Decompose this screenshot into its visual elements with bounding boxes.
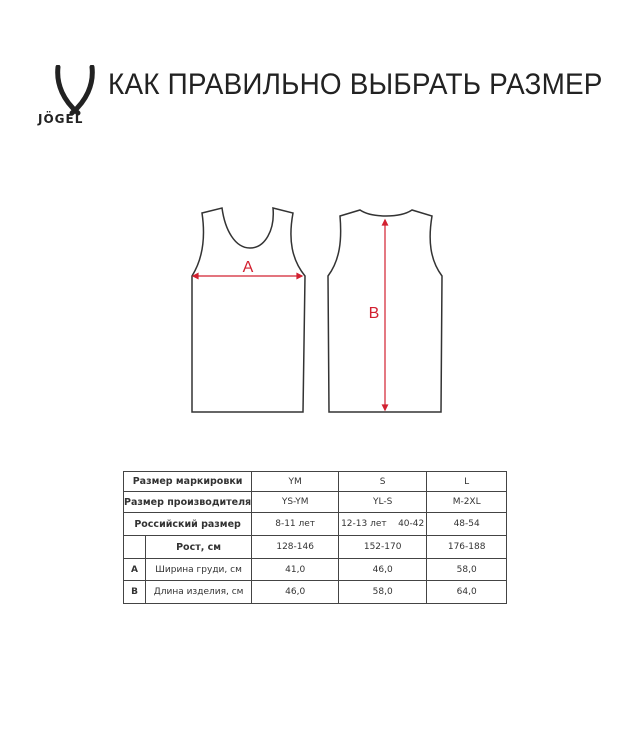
table-row: Размер производителя YS-YM YL-S M-2XL [124, 492, 507, 513]
table-row: Размер маркировки YM S L [124, 472, 507, 492]
garment-diagram [180, 200, 450, 420]
label-b: B [368, 305, 380, 322]
label-a: A [242, 259, 254, 276]
size-table [123, 471, 507, 604]
front-tank-top [192, 208, 305, 412]
table-row: Рост, см 128-146 152-170 176-188 [124, 536, 507, 559]
table-row: B Длина изделия, см 46,0 58,0 64,0 [124, 581, 507, 604]
brand-name: JÖGEL [38, 112, 84, 126]
table-row: A Ширина груди, см 41,0 46,0 58,0 [124, 559, 507, 581]
table-row: Российский размер 8-11 лет 12-13 лет 40-42 48-54 [124, 513, 507, 536]
page-title: КАК ПРАВИЛЬНО ВЫБРАТЬ РАЗМЕР [108, 68, 603, 101]
